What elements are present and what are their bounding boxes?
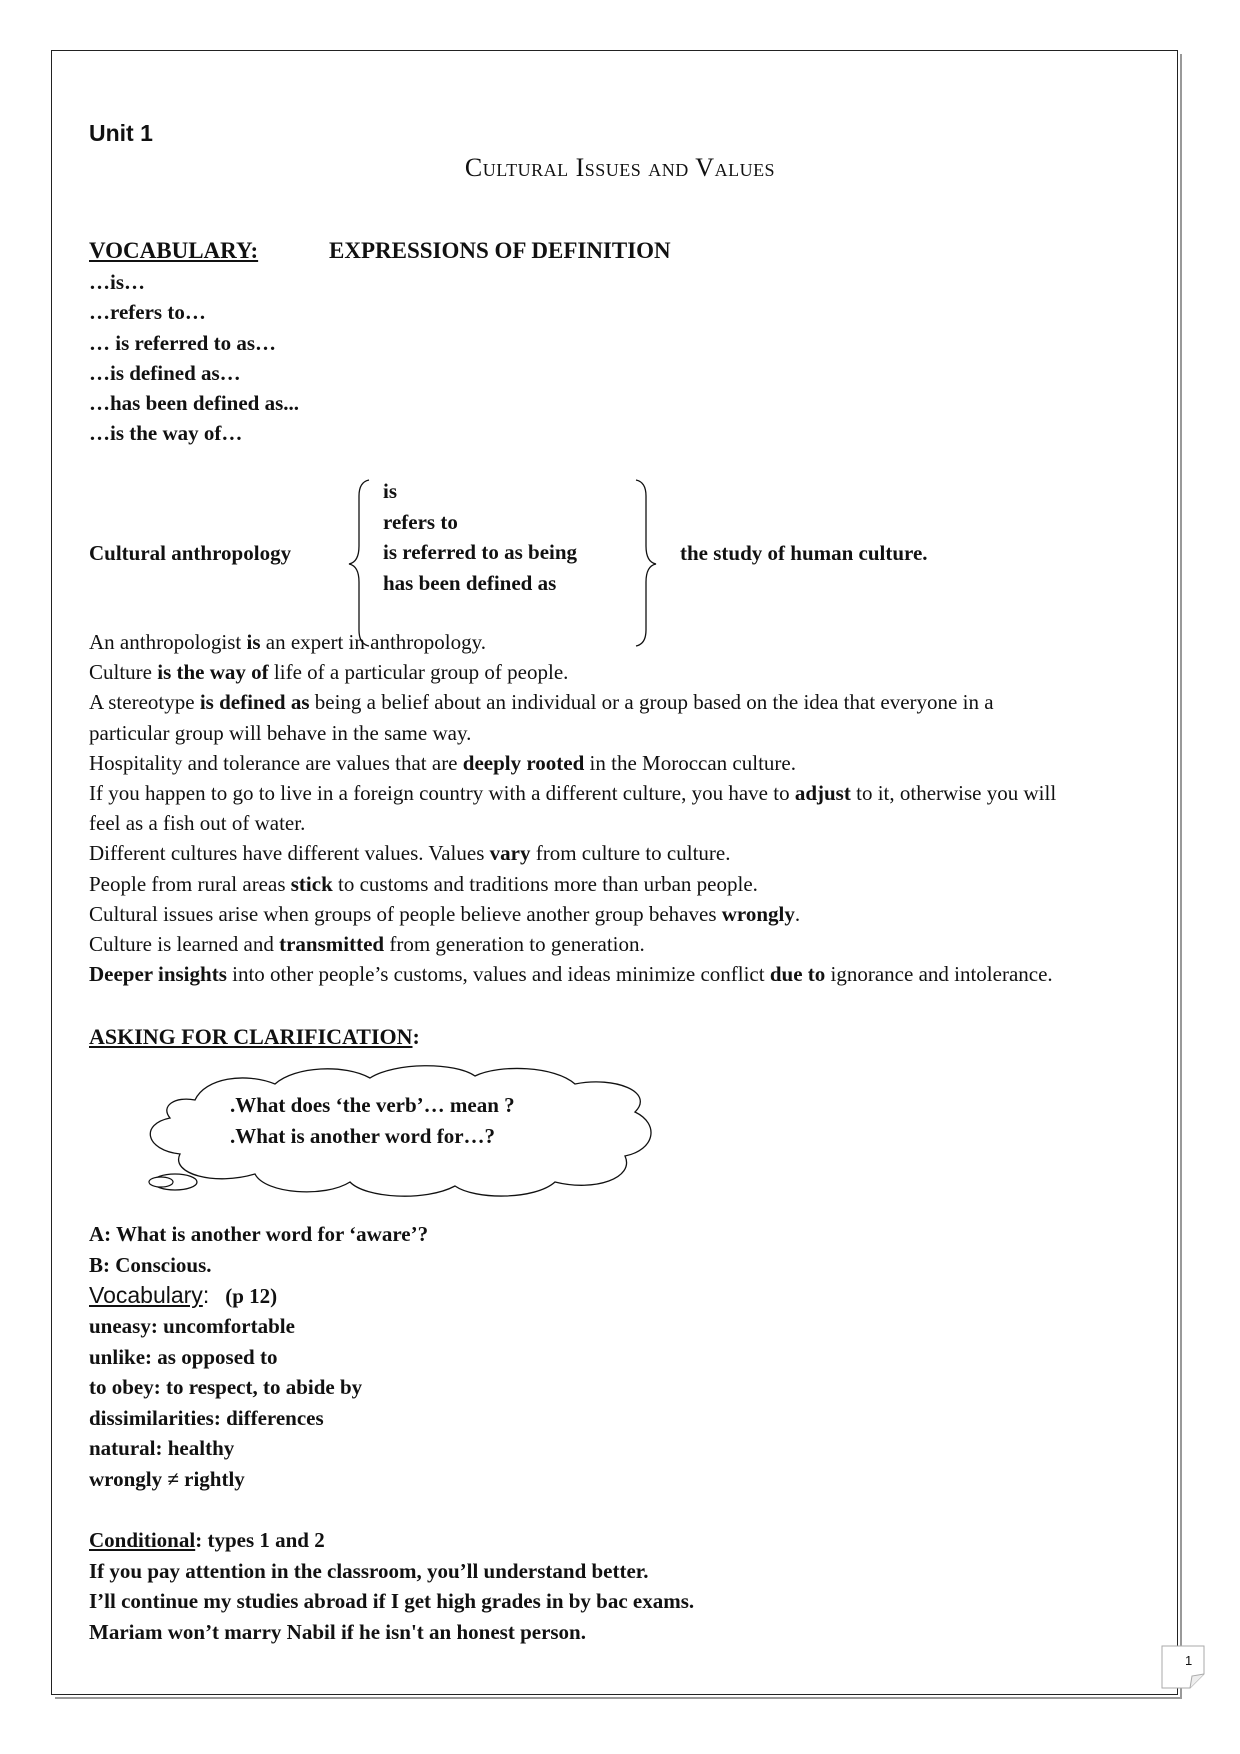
sentence-text: Culture is learned and [89,932,280,957]
sentence-text: An anthropologist [89,630,247,654]
thought-cloud-text [230,1090,515,1152]
right-brace-icon [630,478,670,648]
sentence-text: Hospitality and tolerance are values that are [89,750,463,775]
vocabulary-heading-label: VOCABULARY: [89,238,259,263]
vocab-p12-label: Vocabulary [89,1282,203,1308]
conditional-example: If you pay attention in the classroom, you’ll understand better. [89,1558,649,1583]
brace-subject: Cultural anthropology [89,541,292,565]
clarification-heading-colon: : [412,1024,420,1049]
sentence-text: life of a particular group of people. [268,660,569,685]
list-item: wrongly ≠ rightly [89,1466,245,1491]
sentence-text: Cultural issues arise when groups of people believe another group behaves [89,901,722,926]
page-number: 1 [1185,1653,1193,1668]
sentence-line [89,929,1149,959]
bold-term: adjust [794,781,851,806]
list-item: … is referred to as… [89,330,277,355]
sentence-line [89,657,1149,687]
list-item: to obey: to respect, to abide by [89,1375,363,1400]
cloud-line: .What is another word for…? [230,1124,496,1148]
list-item: dissimilarities: differences [89,1405,324,1430]
list-item: …is the way of… [89,421,243,446]
conditional-heading [89,1525,694,1556]
list-item: …has been defined as... [89,391,300,416]
sentence-line [89,627,1149,657]
list-item: …is defined as… [89,360,241,385]
sentence-text: from generation to generation. [384,932,645,957]
page-title: Cultural Issues and Values [464,153,776,182]
list-item: uneasy: uncomfortable [89,1314,295,1338]
sentence-text: an expert in anthropology. [260,630,487,654]
sentence-line [89,748,1149,778]
list-item: unlike: as opposed to [89,1344,278,1369]
sentence-text: being a belief about an individual or a group based on the idea that everyone in a [309,690,994,715]
conditional-types: : types 1 and 2 [195,1528,325,1552]
sentence-text: in the Moroccan culture. [584,750,796,775]
left-brace-icon [345,478,385,648]
sentence-line [89,808,1149,838]
page-corner-icon [1160,1644,1208,1692]
vocab-p12-colon: : [202,1282,210,1308]
sentence-line [89,899,1149,929]
sentence-text: Different cultures have different values. Values [89,841,490,866]
vocabulary-heading [89,236,258,266]
sentence-text: into other people’s customs, values and ideas minimize conflict [226,962,770,987]
brace-object: the study of human culture. [680,541,928,565]
vocab-p12-list [89,1311,362,1495]
bold-term: is defined as [199,690,310,715]
conditional-label: Conditional [89,1528,196,1552]
list-item: …is… [89,270,146,294]
list-item: is [383,479,398,503]
sentence-line [89,838,1149,868]
sentence-line [89,778,1149,808]
vocab-p12-page-ref: (p 12) [225,1284,278,1308]
sentence-text: particular group will behave in the same way. [89,720,472,745]
clarification-heading-label: ASKING FOR CLARIFICATION [89,1024,413,1049]
conditional-example: I’ll continue my studies abroad if I get high grades in by bac exams. [89,1589,695,1614]
list-item: has been defined as [383,570,557,595]
sentence-text: ignorance and intolerance. [825,962,1053,987]
sentence-text: to it, otherwise you will [850,781,1057,806]
bold-term: due to [769,962,826,987]
brace-verbs-list [383,476,577,598]
sentence-line [89,718,1149,748]
sentence-line [89,687,1149,717]
dialogue [89,1219,428,1280]
sentence-text: feel as a fish out of water. [89,811,306,836]
bold-term: is the way of [157,660,269,685]
conditional-section [89,1525,694,1647]
bold-term: transmitted [279,932,385,957]
unit-label: Unit 1 [89,120,153,146]
dialogue-line-a: A: What is another word for ‘aware’? [89,1222,429,1246]
sentence-text: . [794,901,801,926]
sentence-line [89,869,1149,899]
example-sentences [89,627,1149,989]
cloud-line: .What does ‘the verb’… mean ? [230,1093,515,1117]
sentence-text: from culture to culture. [530,841,731,866]
sentence-text: If you happen to go to live in a foreign country with a different culture, you have to [89,781,795,806]
list-item: natural: healthy [89,1436,235,1461]
list-item: is referred to as being [383,540,578,564]
bold-term: stick [290,871,333,896]
bold-term: vary [489,841,531,866]
sentence-line [89,959,1149,989]
sentence-text: Culture [89,660,158,685]
vocabulary-subtitle: EXPRESSIONS OF DEFINITION [329,238,671,263]
clarification-heading [89,1022,420,1052]
definition-expressions-list [89,267,299,449]
bold-term: deeply rooted [462,750,585,775]
list-item: …refers to… [89,300,206,325]
bold-term: is [246,630,261,654]
dialogue-line-b: B: Conscious. [89,1252,212,1277]
sentence-text: People from rural areas [89,871,291,896]
conditional-example: Mariam won’t marry Nabil if he isn't an honest person. [89,1619,586,1644]
bold-term: Deeper insights [89,962,227,987]
sentence-text: A stereotype [89,690,200,715]
bold-term: wrongly [721,901,795,926]
list-item: refers to [383,509,458,534]
sentence-text: to customs and traditions more than urban people. [332,871,758,896]
vocab-p12-heading [89,1280,277,1311]
